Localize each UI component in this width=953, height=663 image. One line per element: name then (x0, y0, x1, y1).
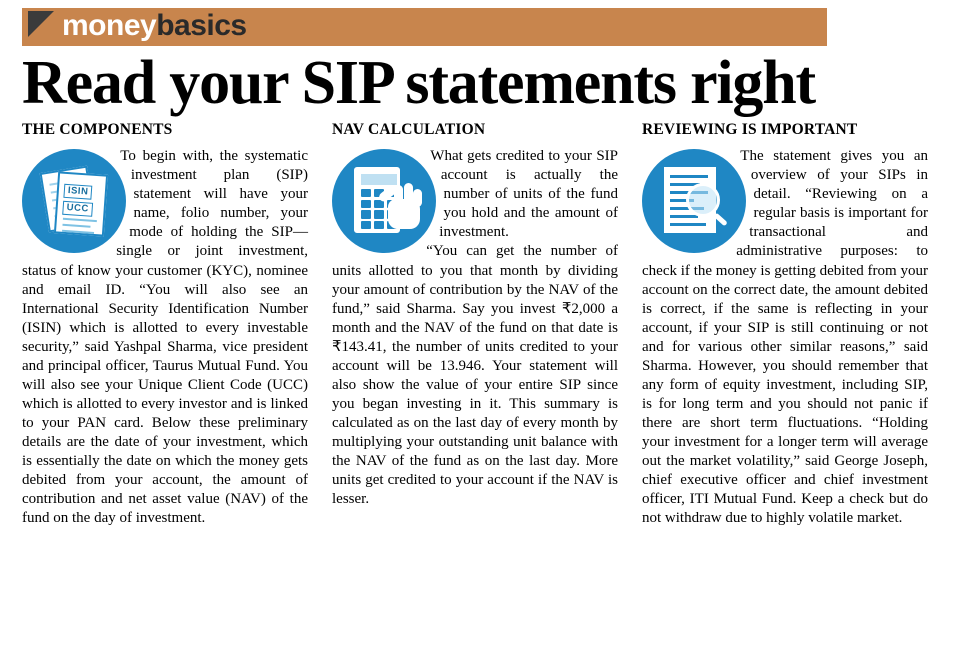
column-heading: REVIEWING IS IMPORTANT (642, 121, 858, 139)
paragraph: To begin with, the systematic investment plan (SIP) statement will have your name, folio number, your mode of holding the SIP—single or joint investment, status of know your customer (KYC), nominee and email ID. “You will also see an International Security Identification Number (ISIN) which is allotted to every investable security,” said Yashpal Sharma, vice president and principal officer, Taurus Mutual Fund. You will also see your Unique Client Code (UCC) which is allotted to every investor and is linked to your PAN card. Below these preliminary details are the date of your investment, which is essentially the date on which the money gets debited from your account, the amount of contribution and net asset value (NAV) of the fund on the day of investment. (22, 148, 308, 527)
page-title: Read your SIP statements right (22, 49, 815, 117)
paragraph: The statement gives you an overview of your SIPs in detail. “Reviewing on a regular basis is important for transactional and administrative purposes: to check if the money is getting debited from your account on the correct date, the amount debited is correct, if the same is reflecting in your account, if your SIP is still continuing or not and for various other similar reasons,” said Sharma. However, you should remember that any form of equity investment, including SIP, is for long term and you should not panic if there are short term fluctuations. “Holding your investment for a longer term will average out the market volatility,” said George Joseph, chief executive officer and chief investment officer, ITI Mutual Fund. Keep a check but do not withdraw due to highly volatile market. (642, 148, 928, 527)
column-body (642, 147, 928, 528)
triangle-icon (28, 11, 54, 37)
document-magnifier-icon (642, 149, 746, 253)
column-reviewing-is-important (642, 121, 928, 528)
masthead-title (62, 11, 247, 41)
column-heading: THE COMPONENTS (22, 121, 173, 139)
column-heading: NAV CALCULATION (332, 121, 486, 139)
column-body (332, 147, 618, 509)
column-nav-calculation (332, 121, 618, 528)
calculator-hand-icon (332, 149, 436, 253)
article-columns (22, 121, 931, 528)
column-the-components (22, 121, 308, 528)
masthead-word-basics: basics (156, 9, 247, 42)
column-body (22, 147, 308, 528)
documents-isin-ucc-icon (22, 149, 126, 253)
isin-label: ISIN (63, 184, 92, 200)
paragraph: “You can get the number of units allotted to you that month by dividing your amount of contribution by the NAV of the fund,” said Sharma. Say you invest ₹2,000 a month and the NAV of the fund on that date is ₹143.41, the number of units credited to your account will be 13.946. Your statement will also show the value of your entire SIP since you began investing in it. This summary is calculated as on the last day of every month by multiplying your outstanding unit balance with the NAV of the fund as on the last day. More units get credited to your account if the NAV is lesser. (332, 243, 618, 508)
masthead-banner (22, 8, 827, 46)
ucc-label: UCC (62, 201, 93, 217)
masthead-word-money: money (62, 9, 157, 42)
article-page (0, 8, 953, 663)
paragraph: What gets credited to your SIP account is actually the number of units of the fund you hold and the amount of investment. (430, 148, 618, 241)
